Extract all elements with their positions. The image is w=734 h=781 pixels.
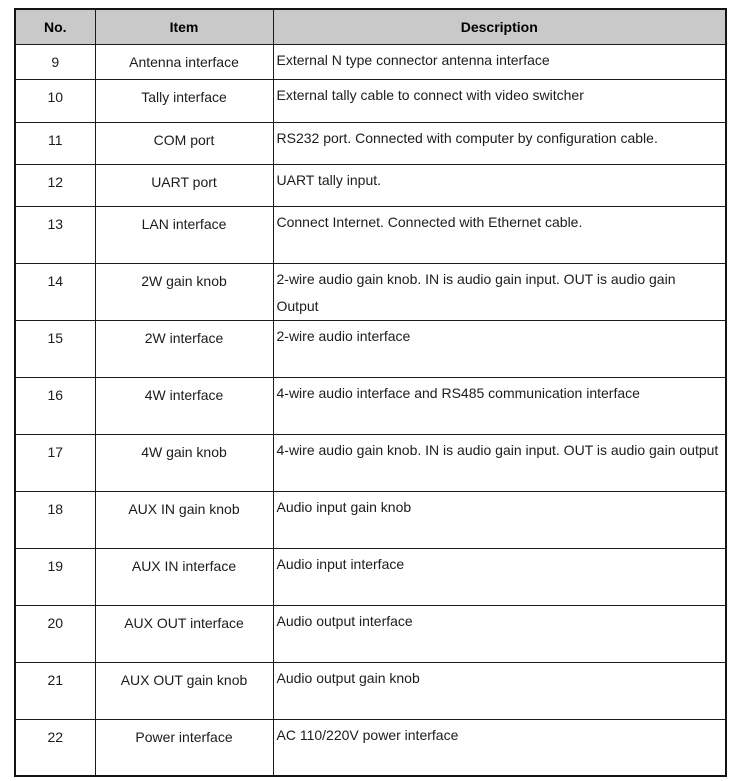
header-description: Description xyxy=(273,9,726,44)
cell-description: UART tally input. xyxy=(273,164,726,206)
header-row xyxy=(15,9,726,44)
cell-description: 2-wire audio gain knob. IN is audio gain input. OUT is audio gain Output xyxy=(273,263,726,320)
cell-item: 4W interface xyxy=(95,377,273,434)
cell-item: 4W gain knob xyxy=(95,434,273,491)
cell-description: Audio output interface xyxy=(273,605,726,662)
spec-table xyxy=(14,8,727,777)
cell-description: AC 110/220V power interface xyxy=(273,719,726,776)
cell-no: 14 xyxy=(15,263,95,320)
table-row xyxy=(15,206,726,263)
cell-item: Tally interface xyxy=(95,79,273,122)
cell-description: Audio input interface xyxy=(273,548,726,605)
cell-item: 2W interface xyxy=(95,320,273,377)
table-row xyxy=(15,122,726,164)
cell-item: LAN interface xyxy=(95,206,273,263)
cell-description: RS232 port. Connected with computer by configuration cable. xyxy=(273,122,726,164)
table-row xyxy=(15,548,726,605)
table-row xyxy=(15,377,726,434)
header-no: No. xyxy=(15,9,95,44)
cell-no: 13 xyxy=(15,206,95,263)
cell-no: 17 xyxy=(15,434,95,491)
cell-item: 2W gain knob xyxy=(95,263,273,320)
cell-no: 9 xyxy=(15,44,95,79)
header-item: Item xyxy=(95,9,273,44)
cell-no: 21 xyxy=(15,662,95,719)
cell-item: AUX OUT interface xyxy=(95,605,273,662)
cell-description: Audio input gain knob xyxy=(273,491,726,548)
table-header xyxy=(15,9,726,44)
cell-no: 20 xyxy=(15,605,95,662)
cell-no: 12 xyxy=(15,164,95,206)
cell-item: Antenna interface xyxy=(95,44,273,79)
table-row xyxy=(15,79,726,122)
cell-item: Power interface xyxy=(95,719,273,776)
cell-no: 22 xyxy=(15,719,95,776)
cell-item: AUX OUT gain knob xyxy=(95,662,273,719)
table-row xyxy=(15,605,726,662)
cell-description: 4-wire audio interface and RS485 communication interface xyxy=(273,377,726,434)
table-row xyxy=(15,320,726,377)
cell-no: 16 xyxy=(15,377,95,434)
cell-item: AUX IN interface xyxy=(95,548,273,605)
cell-description: Audio output gain knob xyxy=(273,662,726,719)
cell-description: Connect Internet. Connected with Ethernet cable. xyxy=(273,206,726,263)
table-row xyxy=(15,662,726,719)
cell-item: UART port xyxy=(95,164,273,206)
cell-no: 15 xyxy=(15,320,95,377)
cell-description: 2-wire audio interface xyxy=(273,320,726,377)
cell-no: 11 xyxy=(15,122,95,164)
table-row xyxy=(15,164,726,206)
table-row xyxy=(15,491,726,548)
cell-item: AUX IN gain knob xyxy=(95,491,273,548)
table-row xyxy=(15,263,726,320)
table-row xyxy=(15,44,726,79)
cell-description: 4-wire audio gain knob. IN is audio gain input. OUT is audio gain output xyxy=(273,434,726,491)
cell-description: External N type connector antenna interface xyxy=(273,44,726,79)
cell-description: External tally cable to connect with video switcher xyxy=(273,79,726,122)
cell-item: COM port xyxy=(95,122,273,164)
cell-no: 19 xyxy=(15,548,95,605)
cell-no: 10 xyxy=(15,79,95,122)
cell-no: 18 xyxy=(15,491,95,548)
table-body xyxy=(15,44,726,776)
table-row xyxy=(15,434,726,491)
table-row xyxy=(15,719,726,776)
